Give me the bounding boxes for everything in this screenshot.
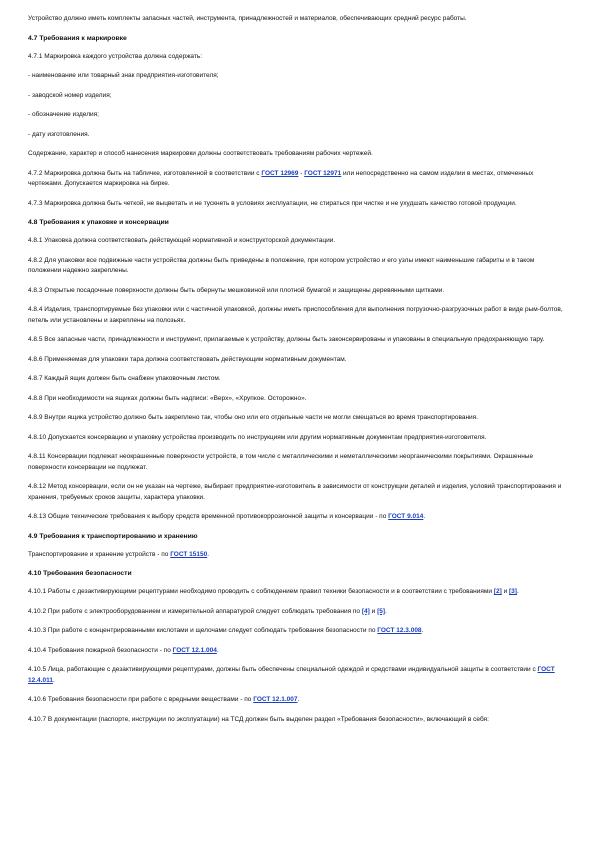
section-heading [28, 218, 567, 228]
document-body [28, 14, 567, 725]
paragraph-text: 4.10.2 При работе с электрооборудованием и измерительной аппаратурой следует соблюдать требования по [28, 607, 362, 615]
paragraph [28, 452, 567, 473]
paragraph-text: 4.8.8 При необходимости на ящиках должны быть надписи: «Верх», «Хрупкое. Осторожно». [28, 394, 307, 402]
paragraph [28, 374, 567, 385]
paragraph-text: 4.8.13 Общие технические требования к выбору средств временной противокоррозионной защиты и консервации - по [28, 513, 389, 520]
paragraph-text: 4.9 Требования к транспортированию и хранению [28, 532, 198, 540]
paragraph-text: и [369, 607, 378, 615]
paragraph-text: 4.8 Требования к упаковке и консервации [28, 219, 169, 226]
paragraph [28, 482, 567, 503]
paragraph-text: 4.10.3 При работе с концентрированными кислотами и щелочами следует соблюдать требования безопасности по [28, 627, 378, 634]
reference-link[interactable]: ГОСТ 9.014 [388, 513, 424, 520]
paragraph-text: - дату изготовления. [28, 130, 90, 138]
paragraph [28, 433, 567, 444]
paragraph [28, 286, 567, 297]
paragraph-text: 4.8.1 Упаковка должна соответствовать действующей нормативной и конструкторской документации. [28, 237, 336, 244]
paragraph-text: или непосредственно на самом изделии в местах, отмеченных чертежами. Допускается маркировка на бирке. [28, 169, 534, 187]
paragraph [28, 91, 567, 102]
paragraph-text: 4.10.6 Требования безопасности при работе с вредными веществами - по [28, 696, 254, 703]
paragraph-text: . [423, 513, 426, 520]
paragraph [28, 52, 567, 63]
paragraph [28, 587, 567, 598]
paragraph-text: 4.7 Требования к маркировке [28, 34, 127, 42]
paragraph [28, 394, 567, 405]
paragraph [28, 305, 567, 326]
paragraph [28, 695, 567, 706]
paragraph [28, 169, 567, 190]
paragraph [28, 199, 567, 210]
reference-link[interactable]: ГОСТ 12971 [304, 169, 342, 177]
reference-link[interactable]: [5] [377, 607, 386, 615]
paragraph-text: Содержание, характер и способ нанесения маркировки должны соответствовать требованиям рабочих чертежей. [28, 150, 373, 157]
paragraph-text: . [207, 550, 210, 558]
paragraph-text: 4.8.12 Метод консервации, если он не указан на чертеже, выбирает предприятие-изготовитель в зависимости от конструкции деталей и изделия, условий транспортирования и хранения, требуемых сроков защиты, характера упаковки. [28, 483, 562, 501]
paragraph [28, 550, 567, 561]
paragraph-text: - наименование или товарный знак предприятия-изготовителя; [28, 72, 219, 79]
section-heading [28, 532, 567, 542]
paragraph-text: 4.10 Требования безопасности [28, 570, 132, 577]
paragraph-text: . [385, 607, 387, 615]
paragraph [28, 665, 567, 686]
reference-link[interactable]: ГОСТ 12.3.008 [377, 627, 422, 634]
paragraph-text: 4.7.2 Маркировка должна быть на табличке, изготовленной в соответствии с [28, 169, 262, 177]
reference-link[interactable]: ГОСТ 12969 [261, 169, 299, 177]
paragraph [28, 149, 567, 160]
paragraph [28, 14, 567, 25]
paragraph-text: Устройство должно иметь комплекты запасных частей, инструмента, принадлежностей и материалов, обеспечивающих средний ресурс работы. [28, 15, 467, 22]
paragraph [28, 256, 567, 277]
paragraph [28, 607, 567, 618]
paragraph [28, 626, 567, 637]
section-heading [28, 569, 567, 579]
reference-link[interactable]: [4] [361, 607, 370, 615]
reference-link[interactable]: ГОСТ 12.1.004 [172, 646, 217, 654]
paragraph [28, 110, 567, 121]
paragraph-text: 4.10.5 Лица, работающие с дезактивирующими рецептурами, должны быть обеспечены специальной одеждой и средствами индивидуальной защиты в соответствии с [28, 666, 538, 673]
reference-link[interactable]: [3] [509, 588, 517, 595]
paragraph [28, 646, 567, 657]
paragraph [28, 512, 567, 523]
paragraph-text: 4.8.3 Открытые посадочные поверхности должны быть обернуты мешковиной или плотной бумагой и защищены деревянными щитками. [28, 286, 445, 294]
paragraph-text: 4.8.11 Консервации подлежат неокрашенные поверхности устройств, в том числе с металлическими и неметаллическими неорганическими покрытиями. Окрашенные поверхности консервации не подлежат. [28, 453, 534, 471]
paragraph [28, 335, 567, 346]
paragraph-text: 4.10.1 Работы с дезактивирующими рецептурами необходимо проводить с соблюдением правил техники безопасности и в соответствии с требованиями [28, 588, 494, 595]
paragraph-text: 4.8.5 Все запасные части, принадлежности и инструмент, прилагаемые к устройству, должны быть законсервированы и упакованы в специальную предохраняющую тару. [28, 336, 545, 343]
paragraph-text: . [216, 646, 219, 654]
paragraph [28, 715, 567, 726]
paragraph-text: 4.7.1 Маркировка каждого устройства должна содержать: [28, 52, 203, 60]
paragraph-text: - заводской номер изделия; [28, 91, 112, 99]
paragraph-text: 4.8.2 Для упаковки все подвижные части устройства должны быть приведены в положение, при котором устройство и его узлы имеют наименьшие габариты и в таком положении надежно закреплены. [28, 256, 535, 274]
paragraph [28, 413, 567, 424]
paragraph [28, 355, 567, 366]
paragraph-text: . [297, 696, 300, 703]
paragraph-text: 4.8.10 Допускается консервацию и упаковку устройства производить по инструкциям или другим нормативным документам предприятия-изготовителя. [28, 433, 487, 441]
paragraph-text: - [298, 169, 305, 177]
paragraph-text: . [421, 627, 424, 634]
paragraph-text: и [501, 588, 510, 595]
reference-link[interactable]: ГОСТ 15150 [170, 550, 208, 558]
paragraph-text: 4.8.7 Каждый ящик должен быть снабжен упаковочным листом. [28, 375, 221, 382]
paragraph-text: 4.10.4 Требования пожарной безопасности - по [28, 646, 173, 654]
paragraph-text: 4.7.3 Маркировка должна быть четкой, не выцветать и не тускнеть в условиях эксплуатации, не стираться при чистке и не ухудшать качество готовой продукции. [28, 199, 517, 207]
reference-link[interactable]: ГОСТ 12.1.007 [253, 696, 298, 703]
paragraph [28, 71, 567, 82]
paragraph-text: - обозначение изделия; [28, 111, 99, 118]
paragraph-text: . [516, 588, 519, 595]
paragraph-text: . [52, 676, 55, 684]
paragraph [28, 130, 567, 141]
paragraph-text: 4.8.9 Внутри ящика устройство должно быть закреплено так, чтобы оно или его отдельные части не могли смещаться во время транспортирования. [28, 414, 478, 421]
paragraph-text: 4.8.6 Применяемая для упаковки тара должна соответствовать действующим нормативным документам. [28, 355, 347, 363]
reference-link[interactable]: ГОСТ 12.4.011 [28, 666, 555, 684]
paragraph [28, 236, 567, 247]
reference-link[interactable]: [2] [493, 588, 502, 595]
paragraph-text: 4.8.4 Изделия, транспортируемые без упаковки или с частичной упаковкой, должны иметь приспособления для выполнения погрузочно-разгрузочных работ в виде рым-болтов, петель или установлены и закреплены на полозьях. [28, 306, 563, 324]
section-heading [28, 34, 567, 44]
paragraph-text: Транспортирование и хранение устройств - по [28, 550, 171, 558]
paragraph-text: 4.10.7 В документации (паспорте, инструкции по эксплуатации) на ТСД должен быть выделен раздел «Требования безопасности», включающий в себя: [28, 715, 489, 723]
